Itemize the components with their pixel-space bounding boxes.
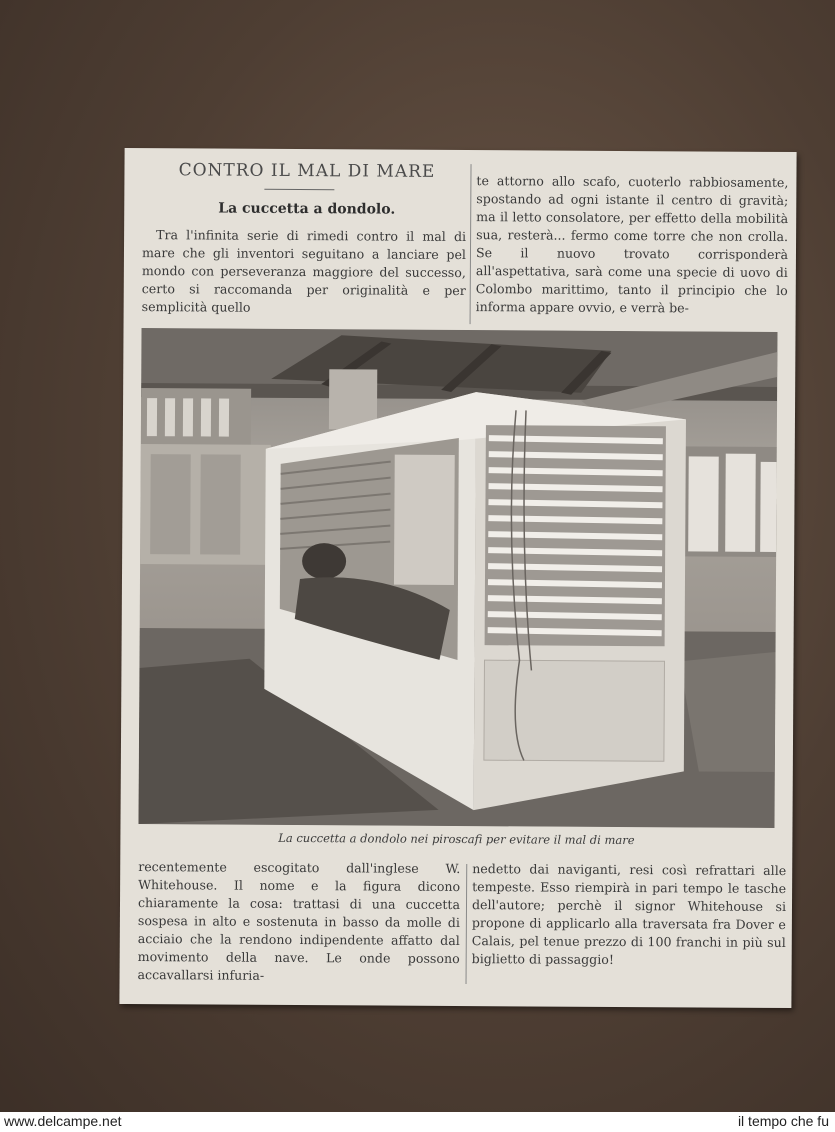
article-subheading: La cuccetta a dondolo. [218,200,396,218]
photo-illustration [138,328,777,828]
text-column-2: te attorno allo scafo, cuoterlo rabbiosamente, spostando ad ogni istante il centro di gravità; ma il letto consolatore, per effetto della mobilità sua, resterà... fermo come torre che non crolla. Se il nuovo trovato corrisponderà all'aspettativa, sarà come una specie di uovo di Colombo marittimo, tanto il principio che lo informa appare ovvio, e verrà be- [475,173,789,316]
column-divider-bottom [466,864,468,984]
text-column-3: recentemente escogitato dall'inglese W. Whitehouse. Il nome e la figura dicono chiaramente la cosa: trattasi di una cuccetta sospesa in alto e sostenuta in basso da molle di acciaio che la rendono indipendente affatto dal movimento della nave. Le onde possono accavallarsi infuria- [137,859,461,983]
text-column-1: Tra l'infinita serie di rimedi contro il mal di mare che gli inventori seguitano a lanciare pel mondo con perseveranza maggiore del successo, certo si raccomanda per originalità e per semplicità quello [141,227,467,315]
heading-rule [264,189,334,190]
column-divider-top [470,164,472,324]
photo-rocking-bunk [138,328,777,828]
watermark-bar [0,1112,835,1132]
photo-caption: La cuccetta a dondolo nei piroscafi per evitare il mal di mare [278,830,635,848]
article-heading: CONTRO IL MAL DI MARE [178,160,436,182]
text-column-4: nedetto dai naviganti, resi così refrattari alle tempeste. Esso riempirà in pari tempo le tasche dell'autore; perchè il signor Whitehouse si propone di applicarlo alla traversata fra Dover e Calais, pel tenue prezzo di 100 franchi in più sul biglietto di passaggio! [471,861,787,967]
watermark-left: www.delcampe.net [4,1113,122,1129]
newspaper-clipping [119,148,796,1008]
watermark-right: il tempo che fu [737,1113,829,1129]
